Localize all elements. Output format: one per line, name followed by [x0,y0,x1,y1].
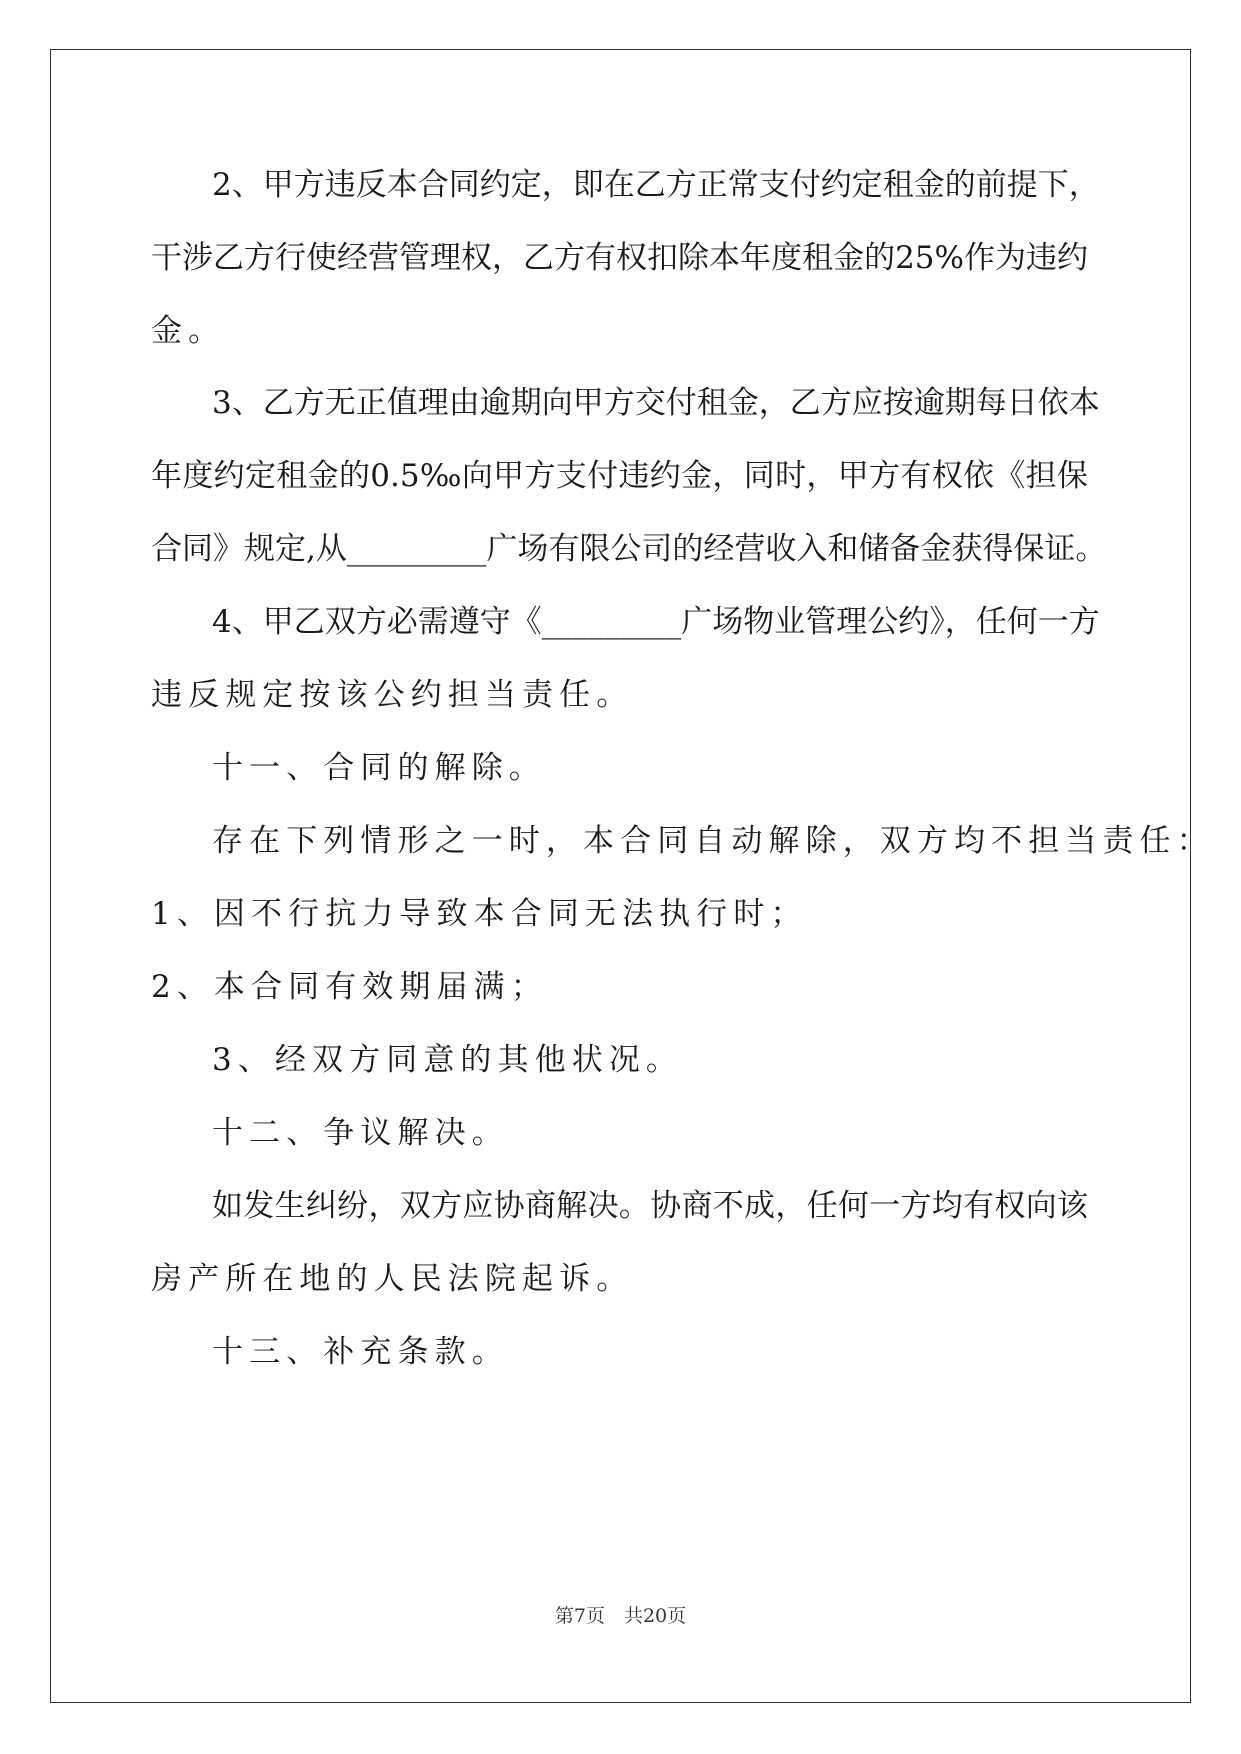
section-heading: 十一、合同的解除。 [212,750,546,786]
paragraph-line: 存在下列情形之一时，本合同自动解除，双方均不担当责任： [212,823,1214,859]
page-number: 第7页 共20页 [554,1605,687,1627]
list-item: 3、经双方同意的其他状况。 [212,1042,684,1078]
paragraph-line: 如发生纠纷，双方应协商解决。协商不成，任何一方均有权向该 [212,1188,1088,1224]
section-heading: 十二、争议解决。 [212,1115,509,1151]
paragraph-line: 干涉乙方行使经营管理权，乙方有权扣除本年度租金的25%作为违约 [151,240,1088,276]
paragraph-line: 4、甲乙双方必需遵守《_________广场物业管理公约》，任何一方 [212,604,1100,640]
list-item: 1、因不行抗力导致本合同无法执行时； [151,896,808,932]
page-border [50,49,1191,1703]
paragraph-line: 年度约定租金的0.5‰向甲方支付违约金，同时，甲方有权依《担保 [151,458,1088,494]
paragraph-line: 合同》规定,从_________广场有限公司的经营收入和储备金获得保证。 [151,531,1107,567]
paragraph-line: 金。 [151,313,226,349]
paragraph-line: 违反规定按该公约担当责任。 [151,677,634,713]
paragraph-line: 3、乙方无正值理由逾期向甲方交付租金，乙方应按逾期每日依本 [212,385,1100,421]
paragraph-line: 房产所在地的人民法院起诉。 [151,1261,634,1297]
list-item: 2、本合同有效期届满； [151,969,548,1005]
paragraph-line: 2、甲方违反本合同约定，即在乙方正常支付约定租金的前提下， [212,167,1100,203]
section-heading: 十三、补充条款。 [212,1334,509,1370]
